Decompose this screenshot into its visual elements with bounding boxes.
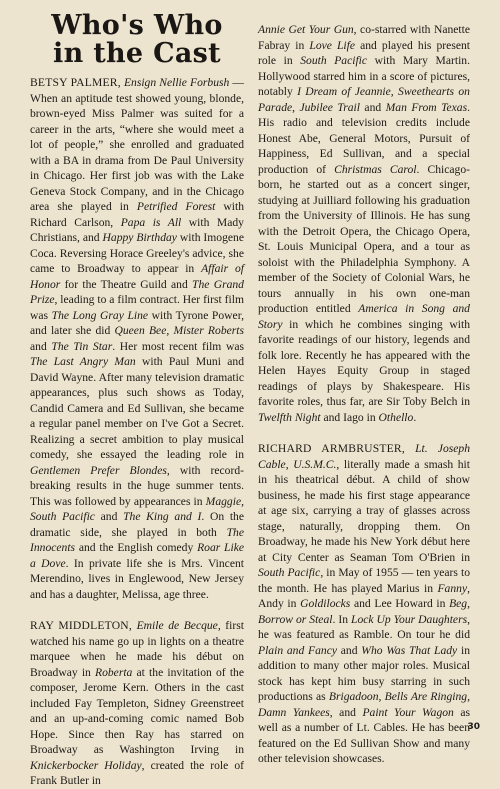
bio-text: , he was featured as Ramble. On tour he did	[258, 612, 471, 641]
bio-text: .	[413, 410, 417, 424]
work-title: Brigadoon, Bells Are Ringing, Damn Yankees	[258, 690, 470, 719]
bio-text: , literally made a smash hit in his theatrical début. A child of show business, he made his first stage appearance at age six, carrying a tray of glasses across stage, naturally, dropping them. On Broadway, he made his New York début here at City Center as Seaman Tom O'Brien in	[258, 457, 470, 564]
work-title: The Tin Star	[51, 339, 113, 353]
work-title: The Grand Prize	[30, 277, 244, 306]
bio-name: RICHARD ARMBRUSTER,	[258, 442, 405, 455]
bio-text: . In private life she is Mrs. Vincent Merendino, lives in Englewood, New Jersey and has a daughter, Melissa, age three.	[30, 556, 244, 601]
bio-text: and	[359, 100, 386, 114]
bio-text: , created the role of Frank Butler in	[30, 758, 244, 787]
bio-name: RAY MIDDLETON,	[30, 619, 132, 632]
bio-text: . Her most recent film was	[112, 339, 244, 353]
bio-richard-armbruster	[258, 441, 470, 767]
bio-text: , in May of 1955 — ten years to the month. He has played Marius in	[258, 566, 470, 595]
bio-ray-middleton-part-2	[258, 22, 470, 425]
bio-ray-middleton-part-1	[30, 618, 244, 789]
bio-text: with Mary Martin. Hollywood starred him in a score of pictures, notably	[258, 54, 470, 98]
work-title: Maggie, South Pacific	[30, 494, 244, 523]
bio-text: , Andy in	[258, 581, 470, 610]
work-title: Fanny	[437, 581, 468, 595]
work-title: Petrified Forest	[136, 200, 216, 213]
work-title: Love Life	[309, 38, 356, 52]
bio-text: for the Theatre Guild and	[60, 277, 193, 291]
work-title: South Pacific	[300, 54, 368, 67]
work-title: Beg, Borrow or Steal	[258, 597, 470, 626]
bio-text: with Imogene Coca. Reversing Horace Greeley's advice, she came to Broadway to appear in	[30, 231, 244, 275]
work-title: Paint Your Wagon	[362, 705, 454, 719]
bio-text: with Mady Christians, and	[30, 215, 244, 244]
work-title: Roar Like a Dove	[30, 541, 244, 570]
work-title: The King and I	[123, 510, 202, 523]
work-title: Annie Get Your Gun	[258, 23, 354, 36]
heading-line-1: Who's Who	[51, 10, 223, 41]
bio-text: , and	[329, 705, 363, 719]
work-title: The Innocents	[30, 525, 244, 554]
work-title: Papa is All	[120, 215, 182, 229]
work-title: I Dream of Jeannie, Sweethearts on Parade, Jubilee Trail	[258, 85, 470, 114]
bio-text: and	[94, 510, 124, 523]
work-title: Happy Birthday	[102, 231, 177, 244]
bio-text: with Paul Muni and David Wayne. After many television dramatic appearances, plus such shows as Today, Candid Camera and Ed Sullivan, she became a regular panel member on I've Got a Secret. Realizing a secret ambition to play musical comedy, she essayed the leading role in	[30, 355, 244, 461]
work-title: Lock Up Your Daughters	[351, 612, 468, 626]
work-title: Othello	[378, 410, 414, 424]
bio-text: . In	[332, 612, 351, 626]
work-title: Goldilocks	[300, 597, 351, 610]
bio-text: and	[30, 339, 52, 353]
bio-text: as well as a number of Lt. Cables. He has been featured on the Ed Sullivan Show and many other television showcases.	[258, 705, 471, 765]
bio-text: — When an aptitude test showed young, blonde, brown-eyed Miss Palmer was suited for a career in the arts, “where she would meet a lot of people,” she enrolled and graduated with a BA in drama from De Paul University in Chicago. Her first job was with the Lake Geneva Stock Company, and in the Chicago area she played in	[30, 76, 244, 213]
bio-text: in which he combines singing with favorite readings of our history, legends and folk lore. Recently he has appeared with the Helen Hayes Equity Group in staged readings of plays by Shakespeare. His favorite roles, thus far, are Sir Toby Belch in	[258, 317, 470, 408]
bio-role: Ensign Nellie Forbush	[123, 76, 230, 89]
work-title: Knickerbocker Holiday	[30, 758, 142, 772]
work-title: Plain and Fancy	[258, 643, 338, 657]
bio-text: and Iago in	[320, 410, 379, 424]
bio-text: . On the dramatic side, she played in both	[30, 510, 244, 539]
heading-line-2: in the Cast	[53, 38, 221, 69]
work-title: The Long Gray Line	[51, 308, 149, 322]
bio-text: and played his present role in	[258, 38, 470, 67]
page-heading	[30, 12, 244, 68]
bio-text: . Chicago-born, he started out as a concert singer, studying at Juilliard following his graduation from the University of Illinois. He has sung with the Detroit Opera, the Chicago Opera, St. Louis Municipal Opera, and a tour as soloist with the Philadelphia Symphony. A member of the Society of Colonial Wars, he tours annually in his own one-man production entitled	[258, 162, 470, 315]
bio-text: and	[337, 643, 362, 657]
bio-text: at the invitation of the composer, Jerome Kern. Others in the cast included Fay Templeton, Sidney Greenstreet and an up-and-coming comic named Bob Hope. Since then Ray has starred on Broadway as Washington Irving in	[30, 665, 244, 756]
bio-role: Emile de Becque	[136, 619, 218, 632]
work-title: Twelfth Night	[258, 410, 321, 424]
bio-text: , first watched his name go up in lights on a theatre marquee when he made his début on Broadway in	[30, 619, 244, 679]
work-title: Affair of Honor	[30, 262, 244, 291]
bio-text: and the English comedy	[75, 541, 198, 554]
work-title: Queen Bee, Mister Roberts	[114, 324, 245, 337]
work-title: The Last Angry Man	[30, 355, 136, 368]
bio-text: , with record-breaking results in the huge summer tents. This was followed by appearances in	[30, 463, 244, 508]
bio-text: with Richard Carlson,	[30, 200, 244, 229]
work-title: Roberta	[95, 665, 133, 679]
bio-name: BETSY PALMER,	[30, 76, 121, 89]
work-title: Gentlemen Prefer Blondes	[30, 463, 167, 477]
bio-text: with Tyrone Power, and later she did	[30, 308, 244, 337]
bio-text: and Lee Howard in	[350, 597, 450, 610]
bio-betsy-palmer	[30, 75, 244, 602]
work-title: South Pacific	[258, 566, 321, 579]
right-column	[258, 22, 470, 767]
work-title: Who Was That Lady	[361, 643, 458, 657]
left-column	[30, 12, 244, 789]
bio-text: , co-starred with Nanette Fabray in	[258, 23, 470, 52]
page-number: 30	[467, 722, 480, 732]
work-title: Christmas Carol	[334, 162, 417, 176]
work-title: Man From Texas	[385, 100, 468, 114]
work-title: America in Song and Story	[258, 302, 470, 331]
bio-role: Lt. Joseph Cable, U.S.M.C.	[258, 442, 470, 471]
bio-text: , leading to a film contract. Her first film was	[30, 293, 244, 322]
bio-text: . His radio and television credits include Honest Abe, General Motors, Pursuit of Happiness, Ed Sullivan, and a special production of	[258, 100, 470, 176]
bio-text: in addition to many other major roles. Musical stock has kept him busy starring in such productions as	[258, 643, 470, 703]
